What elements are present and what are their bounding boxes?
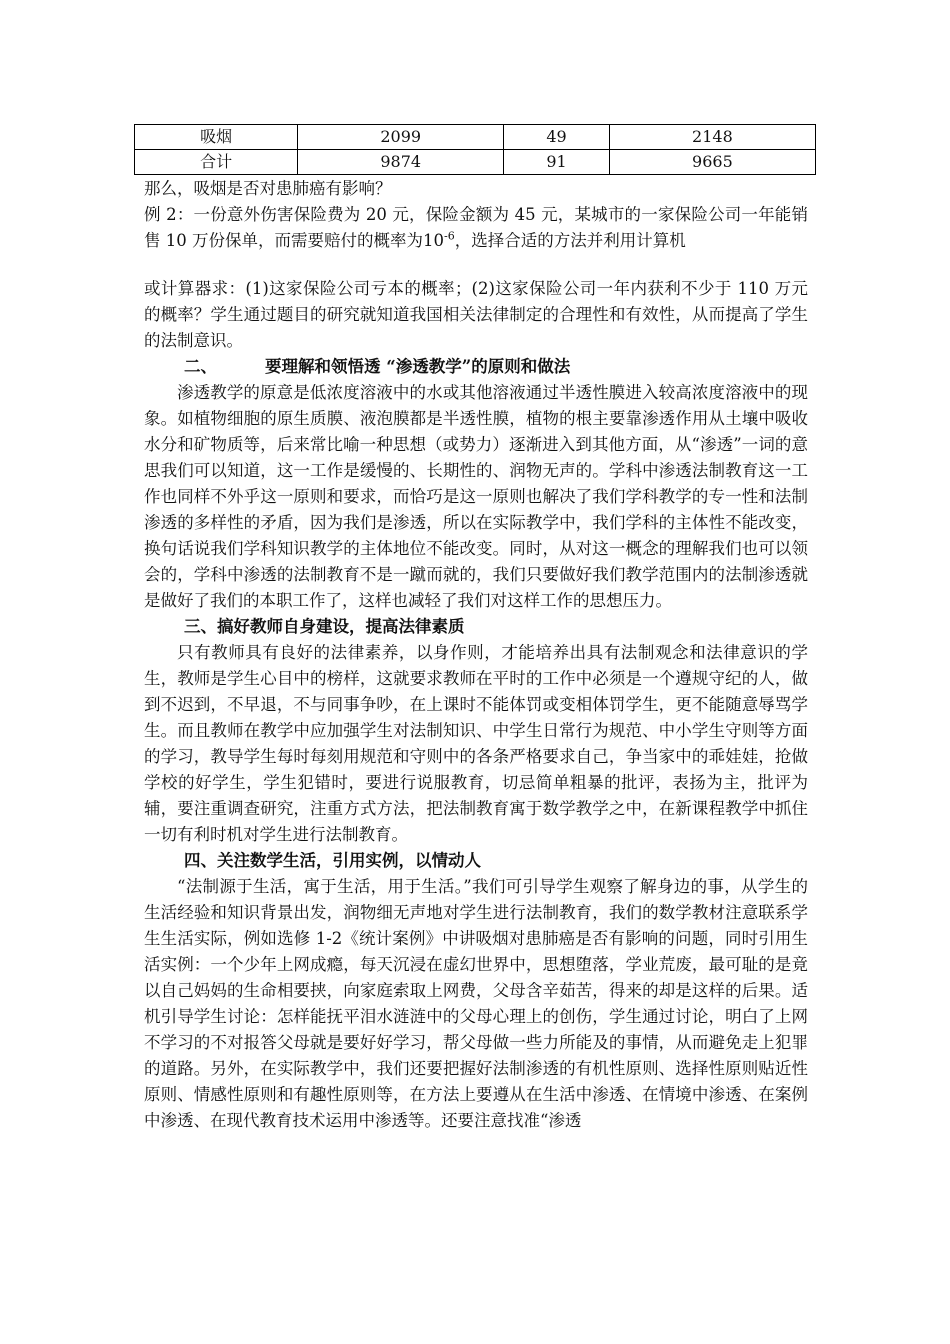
section-2-number: 二、 xyxy=(184,357,217,376)
example-2-text: 例 2：一份意外伤害保险费为 20 元，保险金额为 45 元，某城市的一家保险公司一年能销售 10 万份保单，而需要赔付的概率为 xyxy=(144,205,808,250)
table-cell: 9665 xyxy=(609,150,815,175)
probability-base: 10 xyxy=(423,231,444,250)
example-2-continuation: 或计算器求：(1)这家保险公司亏本的概率；(2)这家保险公司一年内获利不少于 110 万元的概率？学生通过题目的研究就知道我国相关法律制定的合理性和有效性，从而提高了学生的法制意识。 xyxy=(144,279,808,350)
table-row xyxy=(135,125,816,150)
spacer xyxy=(144,254,808,276)
probability-exponent: -6 xyxy=(444,229,455,243)
table-cell: 合计 xyxy=(135,150,298,175)
section-3-body: 只有教师具有良好的法律素养，以身作则，才能培养出具有法制观念和法律意识的学生，教师是学生心目中的榜样，这就要求教师在平时的工作中必须是一个遵规守纪的人，做到不迟到，不早退，不与同事争吵，在上课时不能体罚或变相体罚学生，更不能随意辱骂学生。而且教师在教学中应加强学生对法制知识、中学生日常行为规范、中小学生守则等方面的学习，教导学生每时每刻用规范和守则中的各条严格要求自己，争当家中的乖娃娃，抢做学校的好学生，学生犯错时，要进行说服教育，切忌简单粗暴的批评，表扬为主，批评为辅，要注重调查研究，注重方式方法，把法制教育寓于数学教学之中，在新课程教学中抓住一切有利时机对学生进行法制教育。 xyxy=(144,643,808,844)
example-2-text-after: ，选择合适的方法并利用计算机 xyxy=(454,231,686,250)
table-cell: 49 xyxy=(504,125,610,150)
section-2-heading xyxy=(144,354,808,380)
section-4-body: “法制源于生活，寓于生活，用于生活。”我们可引导学生观察了解身边的事，从学生的生活经验和知识背景出发，润物细无声地对学生进行法制教育，我们的数学教材注意联系学生生活实际，例如选修 1-2《统计案例》中讲吸烟对患肺癌是否有影响的问题，同时引用生活实例：一个少年上网成瘾，每天沉浸在虚幻世界中，思想堕落，学业荒废，最可耻的是竟以自己妈妈的生命相要挟，向家庭索取上网费，父母含辛茹苦，得来的却是这样的后果。适机引导学生讨论：怎样能抚平泪水涟涟中的父母心理上的创伤，学生通过讨论，明白了上网不学习的不对报答父母就是要好好学习，帮父母做一些力所能及的事情，从而避免走上犯罪的道路。另外，在实际教学中，我们还要把握好法制渗透的有机性原则、选择性原则贴近性原则、情感性原则和有趣性原则等，在方法上要遵从在生活中渗透、在情境中渗透、在案例中渗透、在现代教育技术运用中渗透等。还要注意找准“渗透 xyxy=(144,877,808,1130)
section-4-heading: 四、关注数学生活，引用实例，以情动人 xyxy=(184,851,481,870)
table-cell: 91 xyxy=(504,150,610,175)
table-cell: 吸烟 xyxy=(135,125,298,150)
smoking-data-table xyxy=(134,124,816,175)
example-2-paragraph xyxy=(144,202,808,254)
section-2-title: 要理解和领悟透 “渗透教学”的原则和做法 xyxy=(265,357,571,376)
body-text xyxy=(144,176,808,1134)
table-cell: 2148 xyxy=(609,125,815,150)
table-cell: 9874 xyxy=(298,150,504,175)
section-2-body: 渗透教学的原意是低浓度溶液中的水或其他溶液通过半透性膜进入较高浓度溶液中的现象。如植物细胞的原生质膜、液泡膜都是半透性膜，植物的根主要靠渗透作用从土壤中吸收水分和矿物质等，后来常比喻一种思想（或势力）逐渐进入到其他方面，从“渗透”一词的意思我们可以知道，这一工作是缓慢的、长期性的、润物无声的。学科中渗透法制教育这一工作也同样不外乎这一原则和要求，而恰巧是这一原则也解决了我们学科教学的专一性和法制渗透的多样性的矛盾，因为我们是渗透，所以在实际教学中，我们学科的主体性不能改变，换句话说我们学科知识教学的主体地位不能改变。同时，从对这一概念的理解我们也可以领会的，学科中渗透的法制教育不是一蹴而就的，我们只要做好我们教学范围内的法制渗透就是做好了我们的本职工作了，这样也减轻了我们对这样工作的思想压力。 xyxy=(144,383,808,610)
question-paragraph: 那么，吸烟是否对患肺癌有影响？ xyxy=(144,179,392,198)
section-3-heading: 三、搞好教师自身建设，提高法律素质 xyxy=(184,617,465,636)
table-row xyxy=(135,150,816,175)
table-cell: 2099 xyxy=(298,125,504,150)
